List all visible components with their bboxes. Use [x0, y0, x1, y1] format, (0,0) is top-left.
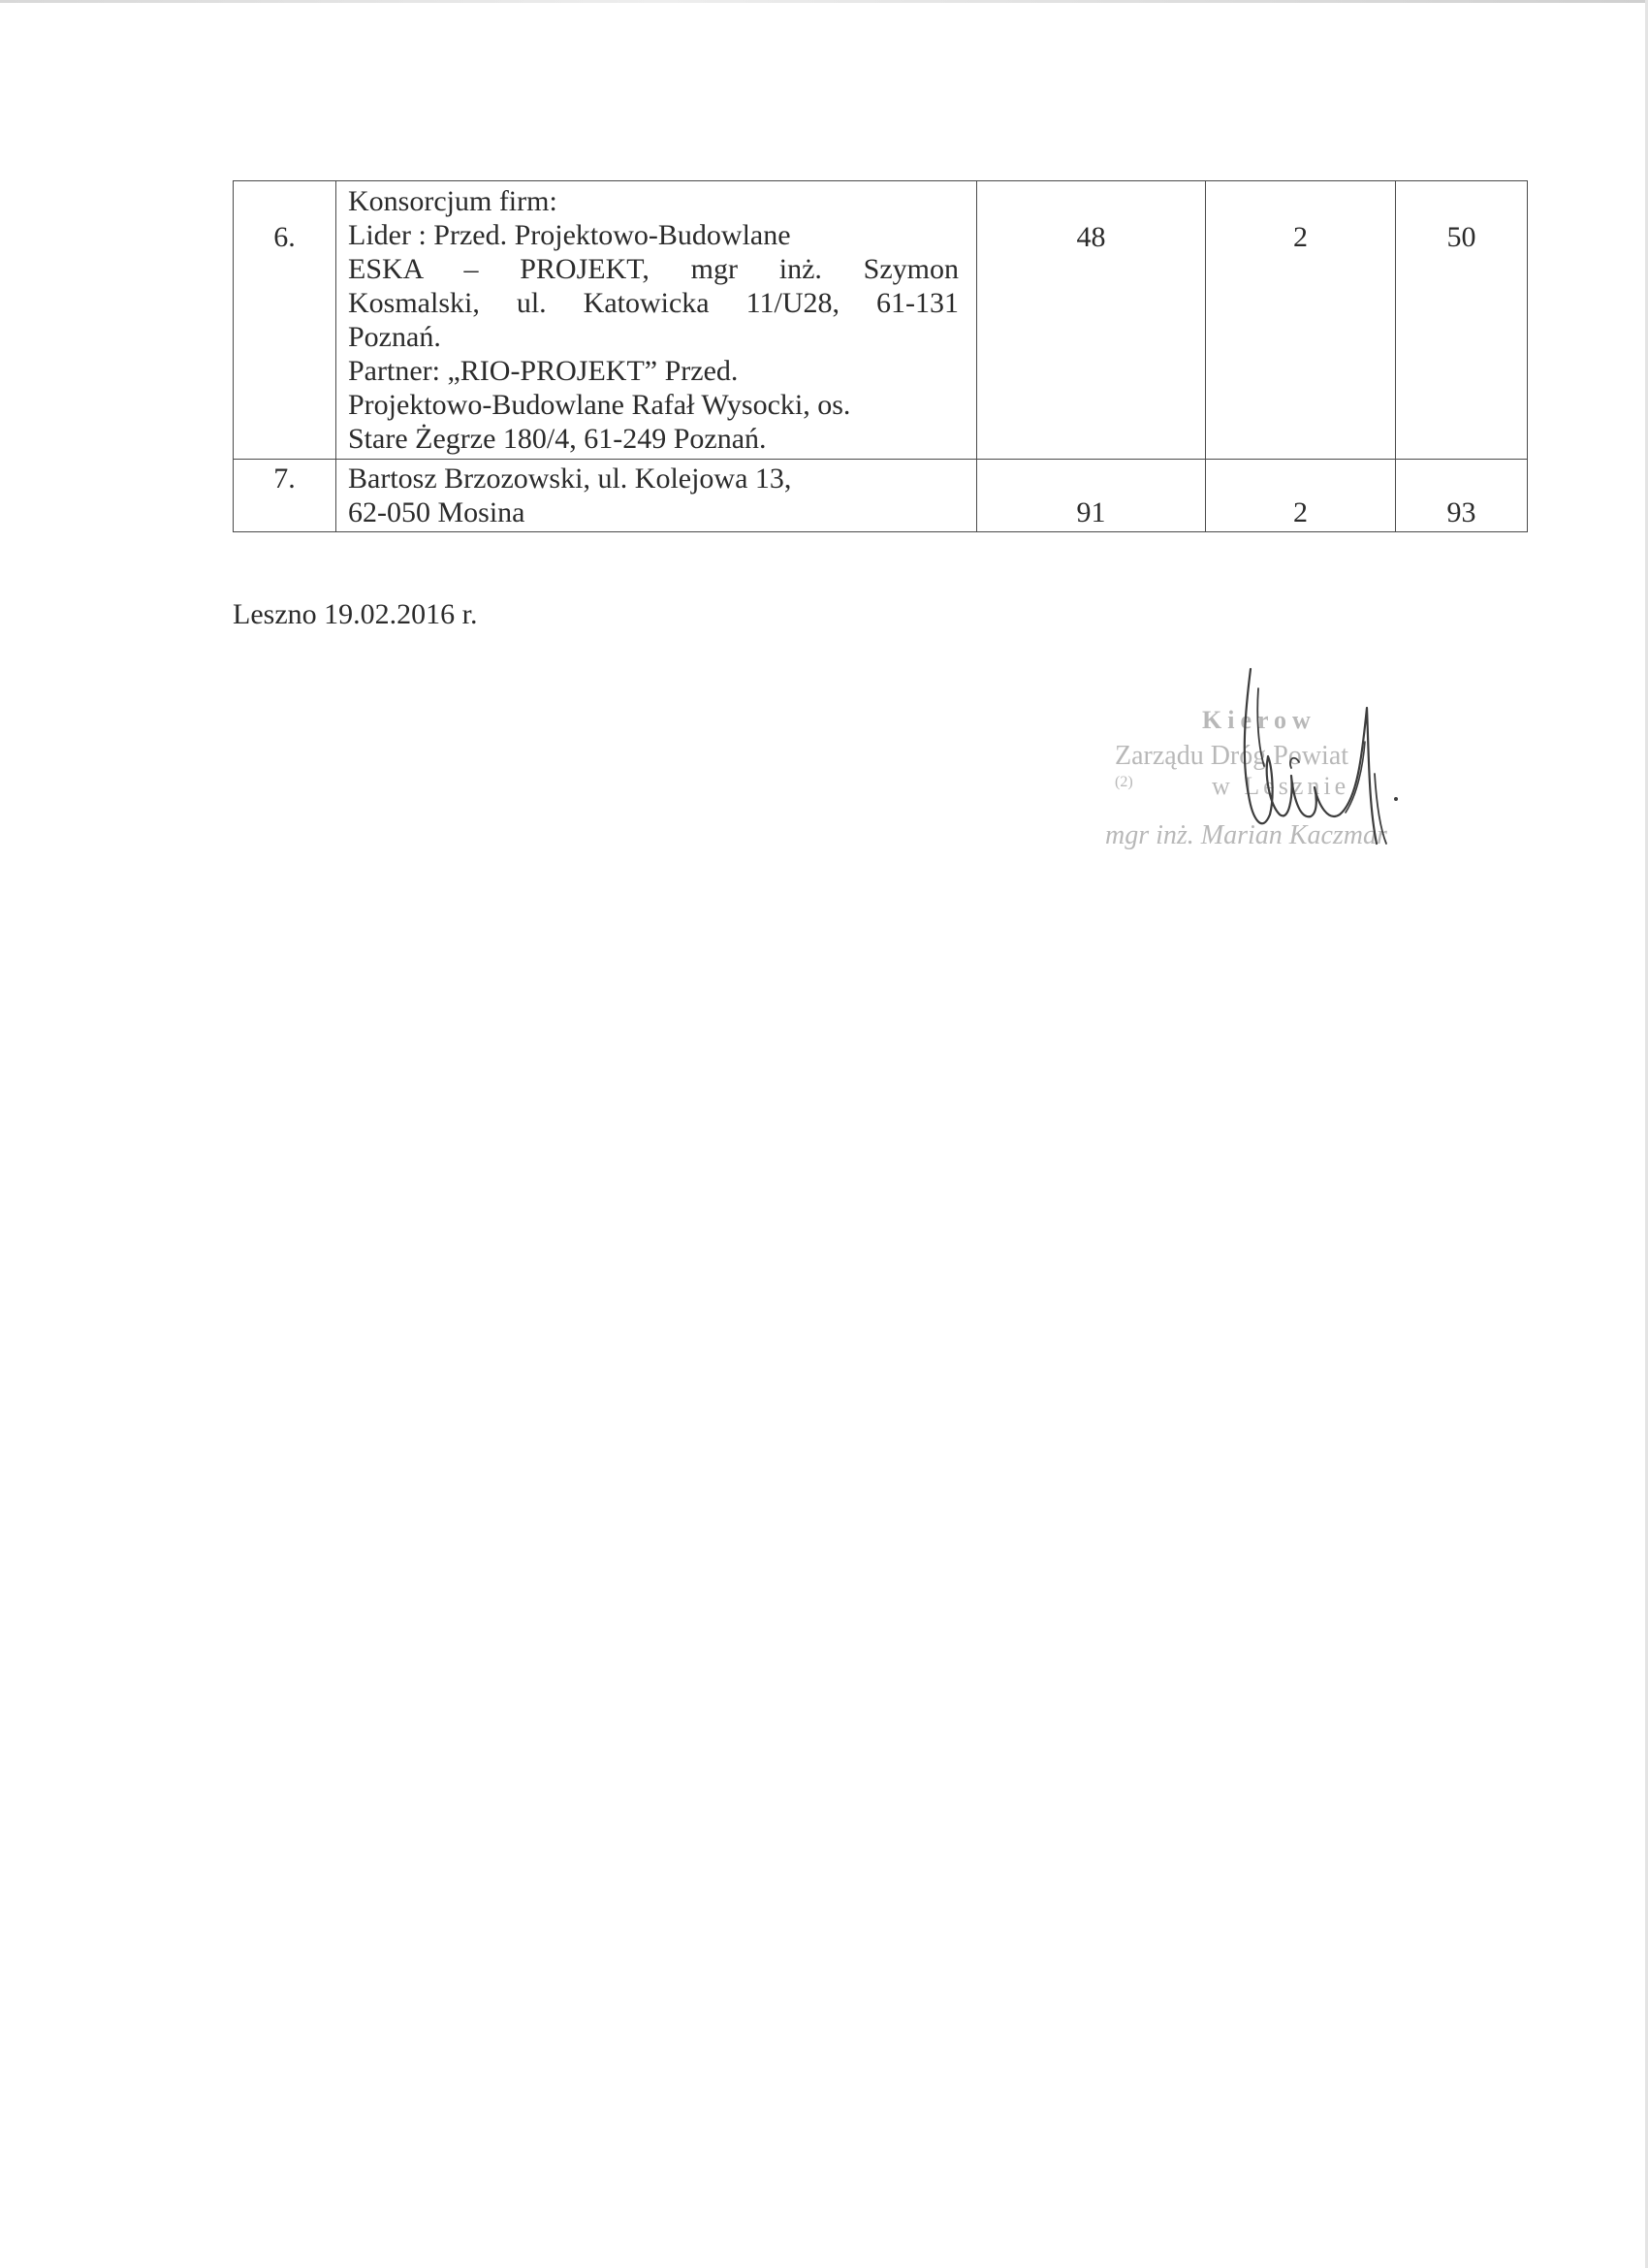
score-cell-2: 2 — [1206, 181, 1396, 460]
handwritten-signature — [1086, 650, 1474, 882]
stamp-text-line: mgr inż. Marian Kaczmar — [1105, 820, 1387, 850]
company-name-line: Partner: „RIO-PROJEKT” Przed. — [348, 355, 739, 387]
score-cell-total: 93 — [1396, 460, 1528, 532]
company-name-line: Kosmalski, ul. Katowicka 11/U28, 61-131 — [348, 287, 959, 319]
score-cell-1: 48 — [977, 181, 1206, 460]
stamp-text-line: w Lesznie — [1212, 772, 1350, 800]
stamp-and-signature — [1086, 650, 1474, 882]
company-name-line: Poznań. — [348, 321, 441, 353]
offers-table — [233, 180, 1528, 532]
company-name-line: Stare Żegrze 180/4, 61-249 Poznań. — [348, 423, 767, 455]
company-name-line: Projektowo-Budowlane Rafał Wysocki, os. — [348, 389, 851, 421]
stamp-text-line: (2) — [1115, 774, 1133, 790]
score-cell-total: 50 — [1396, 181, 1528, 460]
company-name-line: Konsorcjum firm: — [348, 185, 557, 217]
score-cell-2: 2 — [1206, 460, 1396, 532]
company-name-cell — [336, 460, 977, 532]
scan-top-edge — [0, 0, 1648, 3]
company-name-line: Bartosz Brzozowski, ul. Kolejowa 13, — [348, 463, 792, 495]
stamp-text-line: Kierow — [1202, 706, 1316, 734]
place-and-date: Leszno 19.02.2016 r. — [233, 598, 478, 630]
company-name-line: Lider : Przed. Projektowo-Budowlane — [348, 219, 791, 251]
stamp-text-line: Zarządu Dróg Powiat — [1115, 741, 1349, 771]
row-number-cell: 6. — [234, 181, 336, 460]
company-name-line: ESKA – PROJEKT, mgr inż. Szymon — [348, 253, 959, 285]
table-row — [234, 181, 1528, 460]
company-name-line: 62-050 Mosina — [348, 496, 525, 528]
company-name-cell — [336, 181, 977, 460]
score-cell-1: 91 — [977, 460, 1206, 532]
table-row — [234, 460, 1528, 532]
row-number-cell: 7. — [234, 460, 336, 532]
